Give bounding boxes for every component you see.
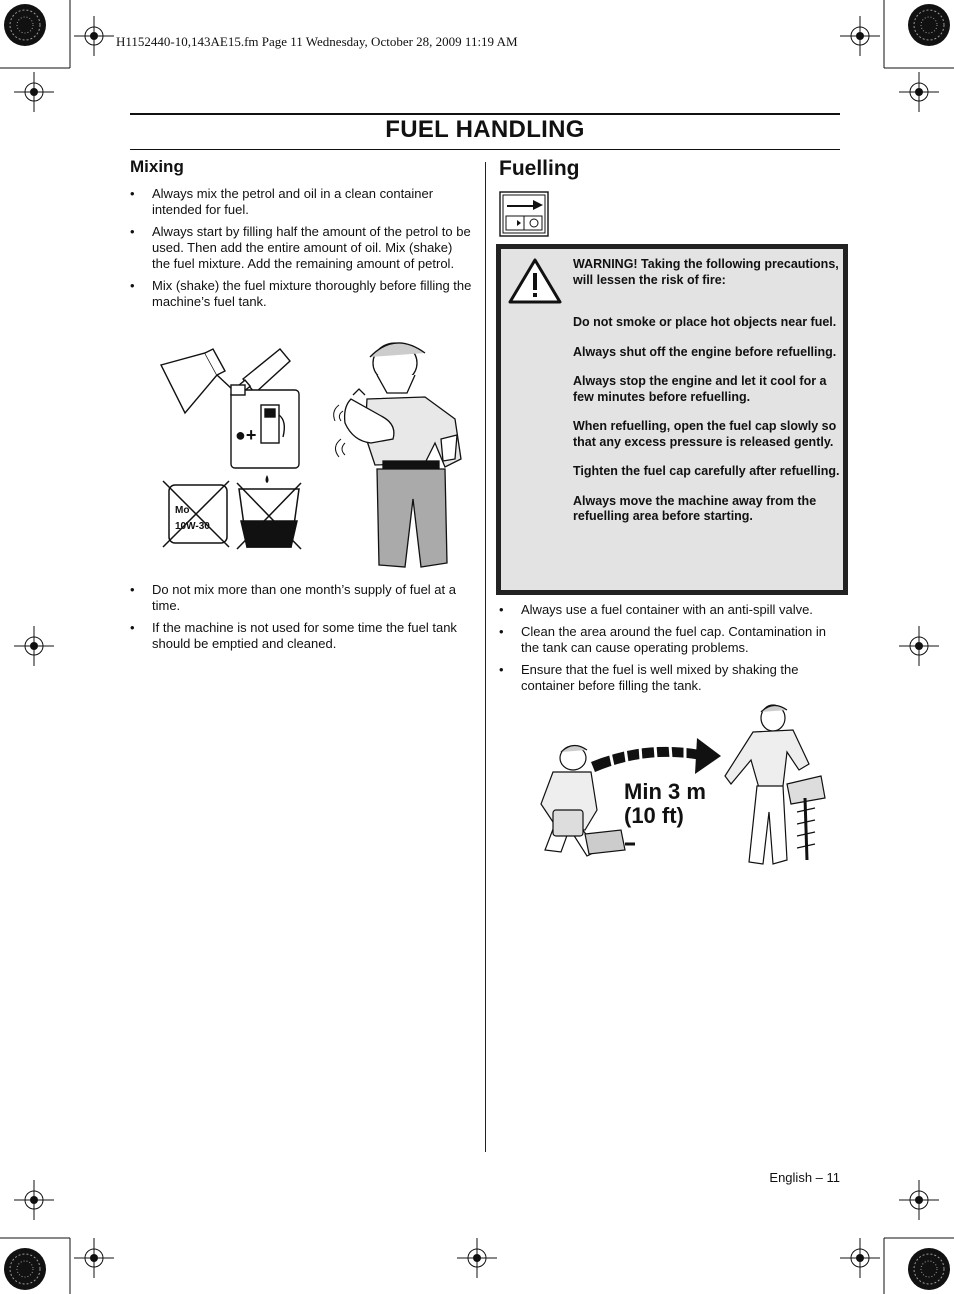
list-item: • Always start by filling half the amount of the petrol to be used. Then add the entire amount of oil. Mix (shake) the fuel mixture. Add the remaining amount of petrol. [130,224,472,272]
registration-mark-icon [14,72,54,112]
mixing-bullets-bottom [130,582,472,658]
color-wheel-icon [906,1246,952,1292]
warning-item: Do not smoke or place hot objects near fuel. [573,315,837,329]
warning-item: When refuelling, open the fuel cap slowly so that any excess pressure is released gently. [573,419,837,449]
column-divider [485,162,486,1152]
registration-mark-icon [74,16,114,56]
registration-mark-icon [840,16,880,56]
mixing-bullets-top [130,186,472,316]
distance-label [624,780,706,828]
registration-mark-icon [74,1238,114,1278]
registration-mark-icon [840,1238,880,1278]
mixing-heading: Mixing [130,157,184,176]
list-item: • If the machine is not used for some time the fuel tank should be emptied and cleaned. [130,620,472,652]
warning-text [573,257,841,539]
registration-mark-icon [14,626,54,666]
list-item: • Clean the area around the fuel cap. Contamination in the tank can cause operating problems. [499,624,841,656]
distance-label-imperial: (10 ft) [624,803,684,828]
warning-box [496,244,848,595]
fuel-can-icon: ●+ [235,425,257,445]
title-top-rule [130,113,840,115]
registration-mark-icon [457,1238,497,1278]
warning-box-inner [501,249,843,590]
warning-triangle-icon [508,257,562,305]
color-wheel-icon [2,2,48,48]
arrow-right-icon [499,191,549,237]
warning-item: Always stop the engine and let it cool for a few minutes before refuelling. [573,374,827,404]
registration-mark-icon [899,1180,939,1220]
color-wheel-icon [906,2,952,48]
page-footer: English – 11 [769,1170,840,1185]
distance-label-metric: Min 3 m [624,779,706,804]
warning-item: Always move the machine away from the refuelling area before starting. [573,493,817,523]
title-bottom-rule [130,149,840,150]
can-label: Mo [175,505,190,516]
list-item: • Ensure that the fuel is well mixed by shaking the container before filling the tank. [499,662,841,694]
warning-item: Always shut off the engine before refuelling. [573,344,837,359]
file-header: H1152440-10,143AE15.fm Page 11 Wednesday, October 28, 2009 11:19 AM [116,34,518,49]
registration-mark-icon [899,626,939,666]
list-item: • Mix (shake) the fuel mixture thoroughly before filling the machine’s fuel tank. [130,278,472,310]
warning-intro: WARNING! Taking the following precautions, will lessen the risk of fire: [573,257,839,287]
list-item: • Always mix the petrol and oil in a clean container intended for fuel. [130,186,472,218]
can-label-2: 10W-30 [175,521,210,532]
list-item: • Always use a fuel container with an anti-spill valve. [499,602,841,618]
fuelling-bullets [499,602,841,700]
list-item: • Do not mix more than one month’s supply of fuel at a time. [130,582,472,614]
registration-mark-icon [899,72,939,112]
registration-mark-icon [14,1180,54,1220]
fuel-mixing-illustration [155,335,475,580]
page-title: FUEL HANDLING [385,116,585,143]
color-wheel-icon [2,1246,48,1292]
warning-item: Tighten the fuel cap carefully after refuelling. [573,464,840,478]
fuelling-heading: Fuelling [499,157,580,180]
